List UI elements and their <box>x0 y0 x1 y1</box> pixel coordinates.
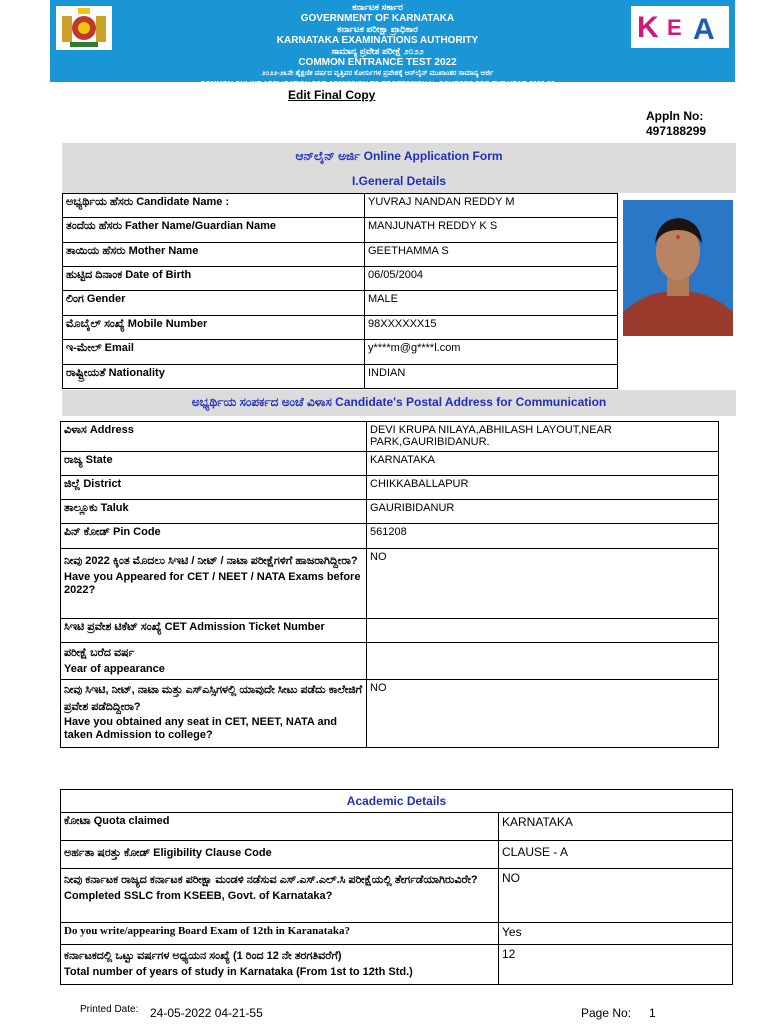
table-row <box>63 291 618 316</box>
field-label: ಜಿಲ್ಲೆ District <box>61 476 367 500</box>
field-value: DEVI KRUPA NILAYA,ABHILASH LAYOUT,NEAR PARK,GAURIBIDANUR. <box>367 422 719 452</box>
field-label-kn: ನೀವು 2022 ಕ್ಕಿಂತ ಮೊದಲು ಸಿಇಟಿ / ನೀಟ್ / ನಾಟಾ ಪರೀಕ್ಷೆಗಳಿಗೆ ಹಾಜರಾಗಿದ್ದೀರಾ? <box>64 555 358 567</box>
field-label <box>61 643 367 680</box>
field-value: KARNATAKA <box>499 813 733 841</box>
field-label: ಅಭ್ಯರ್ಥಿಯ ಹೆಸರು Candidate Name : <box>63 194 365 218</box>
table-row <box>63 267 618 291</box>
section-address-title: ಅಭ್ಯರ್ಥಿಯ ಸಂಪರ್ಕದ ಅಂಚೆ ವಿಳಾಸ Candidate's Postal Address for Communication <box>62 390 736 416</box>
field-value: Yes <box>499 923 733 945</box>
field-label: ಸಿಇಟಿ ಪ್ರವೇಶ ಟಿಕೆಟ್ ಸಂಖ್ಯೆ CET Admission Ticket Number <box>61 619 367 643</box>
field-value: YUVRAJ NANDAN REDDY M <box>365 194 618 218</box>
field-label-kn: ನೀವು ಕರ್ನಾಟಕ ರಾಜ್ಯದ ಕರ್ನಾಟಕ ಪರೀಕ್ಷಾ ಮಂಡಳಿ ನಡೆಸುವ ಎಸ್.ಎಸ್.ಎಲ್.ಸಿ ಪರೀಕ್ಷೆಯಲ್ಲಿ ತೇರ್ಗಡೆಯಾಗಿರುವಿರೇ? <box>64 874 478 886</box>
field-label-en: Total number of years of study in Karnataka (From 1st to 12th Std.) <box>64 966 413 978</box>
form-title-bar <box>62 143 736 193</box>
table-row <box>61 549 719 619</box>
field-value <box>367 643 719 680</box>
section-general-title: I.General Details <box>351 174 447 188</box>
field-value: y****m@g****l.com <box>365 340 618 365</box>
field-value: CHIKKABALLAPUR <box>367 476 719 500</box>
field-label-kn: ಪರೀಕ್ಷೆ ಬರೆದ ವರ್ಷ <box>64 647 135 659</box>
field-label-en: Year of appearance <box>64 663 165 675</box>
printed-date: 24-05-2022 04-21-55 <box>150 1006 263 1020</box>
table-row <box>63 243 618 267</box>
page-title: Edit Final Copy <box>288 88 376 102</box>
page-number: 1 <box>649 1006 656 1020</box>
field-label: ವಿಳಾಸ Address <box>61 422 367 452</box>
appln-label: Appln No: <box>646 109 704 123</box>
table-row <box>61 476 719 500</box>
field-value: 98XXXXXX15 <box>365 316 618 340</box>
header-banner <box>50 0 735 88</box>
table-row <box>61 452 719 476</box>
table-row <box>61 643 719 680</box>
field-value: 06/05/2004 <box>365 267 618 291</box>
field-label <box>61 680 367 748</box>
appln-value: 497188299 <box>646 124 707 138</box>
field-label: ಕೋಟಾ Quota claimed <box>61 813 499 841</box>
field-value: NO <box>499 869 733 923</box>
table-row <box>61 524 719 549</box>
field-value <box>367 619 719 643</box>
karnataka-emblem-icon <box>56 6 112 50</box>
field-value: NO <box>367 549 719 619</box>
header-line: ಸಾಮಾನ್ಯ ಪ್ರವೇಶ ಪರೀಕ್ಷೆ ೨೦೨೨ <box>331 46 424 56</box>
field-value: 561208 <box>367 524 719 549</box>
field-label-en: Have you Appeared for CET / NEET / NATA Exams before 2022? <box>64 571 361 596</box>
academic-details-table <box>60 812 733 985</box>
kea-logo-a: A <box>693 13 715 46</box>
field-label: ಪಿನ್ ಕೋಡ್ Pin Code <box>61 524 367 549</box>
field-label: ತಂದೆಯ ಹೆಸರು Father Name/Guardian Name <box>63 218 365 243</box>
table-row <box>61 500 719 524</box>
address-table <box>60 421 719 748</box>
header-line: ಕರ್ನಾಟಕ ಸರ್ಕಾರ <box>352 2 403 12</box>
header-line: COMMON ONLINE APPLICATION FOR ADMISSION TO PROFESSIONAL COURSES FOR THE YEAR 2022-23 <box>200 81 555 88</box>
page-number-label: Page No: <box>581 1006 632 1020</box>
field-label: ಹುಟ್ಟಿದ ದಿನಾಂಕ Date of Birth <box>63 267 365 291</box>
field-value: GEETHAMMA S <box>365 243 618 267</box>
table-row <box>61 945 733 985</box>
field-value: 12 <box>499 945 733 985</box>
field-value: GAURIBIDANUR <box>367 500 719 524</box>
table-row <box>61 619 719 643</box>
printed-date-label: Printed Date: <box>80 1004 139 1015</box>
header-line: ಕರ್ನಾಟಕ ಪರೀಕ್ಷಾ ಪ್ರಾಧಿಕಾರ <box>337 24 418 34</box>
field-label-en: Completed SSLC from KSEEB, Govt. of Karnataka? <box>64 890 333 902</box>
field-value: CLAUSE - A <box>499 841 733 869</box>
table-row <box>63 365 618 389</box>
kea-logo-k: K <box>637 11 659 44</box>
candidate-photo <box>623 200 733 336</box>
field-label: ರಾಷ್ಟ್ರೀಯತೆ Nationality <box>63 365 365 389</box>
table-row <box>63 218 618 243</box>
header-text <box>120 2 635 90</box>
header-line: ೨೦೨೨-೨೩ನೇ ಶೈಕ್ಷಣಿಕ ವರ್ಷದ ವೃತ್ತಿಪರ ಕೋರ್ಸುಗಳ ಪ್ರವೇಶಕ್ಕೆ ಆನ್‌ಲೈನ್ ಮುಖಾಂತರ ಸಾಮಾನ್ಯ ಅರ್ಜಿ <box>261 70 494 77</box>
header-line: GOVERNMENT OF KARNATAKA <box>300 13 455 24</box>
field-value: KARNATAKA <box>367 452 719 476</box>
field-label: ರಾಜ್ಯ State <box>61 452 367 476</box>
general-details-table <box>62 193 618 389</box>
field-label <box>61 945 499 985</box>
table-row <box>63 316 618 340</box>
form-title: ಆನ್‌ಲೈನ್ ಅರ್ಜಿ Online Application Form <box>295 149 503 163</box>
table-row <box>63 340 618 365</box>
field-value: MANJUNATH REDDY K S <box>365 218 618 243</box>
field-label-kn: ಕರ್ನಾಟಕದಲ್ಲಿ ಒಟ್ಟು ವರ್ಷಗಳ ಅಧ್ಯಯನ ಸಂಖ್ಯೆ (1 ರಿಂದ 12 ನೇ ತರಗತಿವರೆಗೆ) <box>64 950 342 962</box>
field-label: ಲಿಂಗ Gender <box>63 291 365 316</box>
table-row <box>63 194 618 218</box>
header-line: COMMON ENTRANCE TEST 2022 <box>298 57 457 68</box>
field-label: ಅರ್ಹತಾ ಷರತ್ತು ಕೋಡ್ Eligibility Clause Code <box>61 841 499 869</box>
table-row <box>61 680 719 748</box>
table-row <box>61 923 733 945</box>
field-label: Do you write/appearing Board Exam of 12th in Karanataka? <box>61 923 499 945</box>
header-line: KARNATAKA EXAMINATIONS AUTHORITY <box>276 35 479 46</box>
field-value: INDIAN <box>365 365 618 389</box>
section-academic-title: Academic Details <box>60 789 733 813</box>
field-label <box>61 869 499 923</box>
field-value: MALE <box>365 291 618 316</box>
table-row <box>61 422 719 452</box>
application-number <box>646 109 706 139</box>
field-label <box>61 549 367 619</box>
table-row <box>61 813 733 841</box>
field-value: NO <box>367 680 719 748</box>
field-label: ಇ-ಮೇಲ್ Email <box>63 340 365 365</box>
table-row <box>61 869 733 923</box>
kea-logo <box>631 6 729 48</box>
kea-logo-e: E <box>667 15 682 40</box>
field-label: ತಾಲ್ಲೂಕು Taluk <box>61 500 367 524</box>
field-label: ತಾಯಿಯ ಹೆಸರು Mother Name <box>63 243 365 267</box>
field-label-kn: ನೀವು ಸಿಇಟಿ, ನೀಟ್, ನಾಟಾ ಮತ್ತು ಎಸ್‌ಎಸ್ಸಿಗಳಲ್ಲಿ ಯಾವುದೇ ಸೀಟು ಪಡೆದು ಕಾಲೇಜಿಗೆ ಪ್ರವೇಶ ಪಡೆದಿದ್ದೀರಾ? <box>64 684 363 713</box>
table-row <box>61 841 733 869</box>
field-label-en: Have you obtained any seat in CET, NEET, NATA and taken Admission to college? <box>64 716 338 741</box>
field-label: ಮೊಬೈಲ್ ಸಂಖ್ಯೆ Mobile Number <box>63 316 365 340</box>
